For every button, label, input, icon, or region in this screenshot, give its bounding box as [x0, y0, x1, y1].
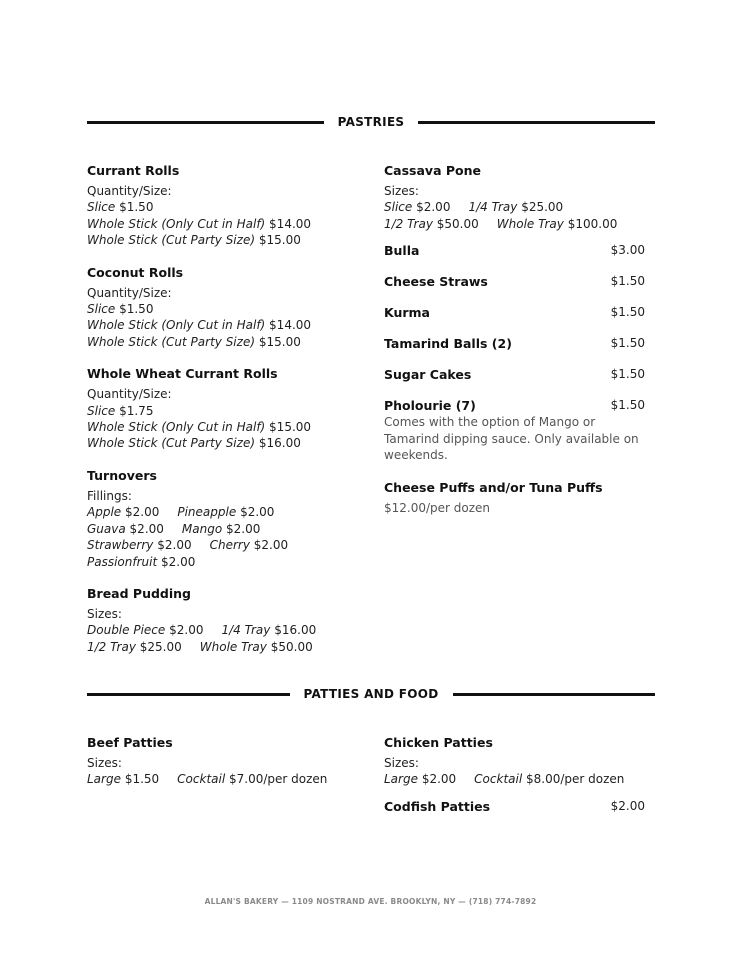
size-option — [87, 639, 182, 655]
size-price: $15.00 — [258, 334, 301, 349]
fillings-label: Fillings: — [87, 488, 132, 503]
size-name: Slice — [87, 200, 116, 215]
filling-name: Guava — [87, 521, 126, 536]
patties-left-column — [87, 734, 357, 803]
size-price: $16.00 — [274, 623, 317, 638]
size-name: Slice — [87, 403, 116, 418]
item-price: $1.50 — [610, 305, 645, 320]
item-title: Turnovers — [87, 467, 157, 483]
size-price: $7.00/per dozen — [229, 772, 328, 787]
size-option — [87, 435, 357, 451]
size-name: Large — [87, 772, 121, 787]
filling-name: Pineapple — [177, 505, 237, 520]
item-title: Cassava Pone — [384, 163, 481, 178]
pastries-right-column — [384, 162, 654, 532]
size-name: Whole Stick (Cut Party Size) — [87, 233, 256, 248]
filling-option — [87, 521, 164, 537]
size-price: $8.00/per dozen — [526, 772, 625, 787]
size-name: Whole Stick (Cut Party Size) — [87, 436, 256, 451]
fillings-row — [87, 521, 357, 537]
pastries-left-column — [87, 162, 357, 670]
size-price: $1.50 — [124, 772, 160, 787]
fillings-row — [87, 537, 357, 553]
item-price: $1.50 — [610, 274, 645, 289]
size-price: $14.00 — [269, 216, 312, 231]
size-option — [87, 317, 357, 333]
size-row — [384, 771, 654, 787]
filling-price: $2.00 — [161, 554, 196, 569]
menu-item-coconut-rolls — [87, 264, 357, 351]
item-title-row — [384, 242, 645, 259]
size-price: $16.00 — [258, 436, 301, 451]
size-name: Whole Stick (Cut Party Size) — [87, 334, 256, 349]
size-option — [200, 639, 313, 655]
size-row — [384, 199, 654, 215]
item-title: Tamarind Balls (2) — [384, 336, 512, 352]
item-price: $1.50 — [610, 367, 645, 382]
filling-option — [210, 537, 289, 553]
filling-option — [182, 521, 260, 537]
item-title-row — [384, 366, 645, 383]
size-option — [87, 216, 357, 232]
size-price: $1.75 — [119, 403, 154, 418]
item-title: Coconut Rolls — [87, 264, 184, 280]
item-title: Codfish Patties — [384, 798, 491, 814]
item-description: Comes with the option of Mango or Tamarind dipping sauce. Only available on weekends. — [384, 415, 639, 463]
item-title: Beef Patties — [87, 735, 173, 750]
menu-item-cassava-pone — [384, 162, 654, 232]
item-title-row — [384, 273, 645, 290]
divider-right — [453, 693, 656, 696]
item-title: Kurma — [384, 305, 430, 321]
size-option — [468, 199, 563, 215]
filling-name: Mango — [181, 521, 223, 536]
size-price: $15.00 — [258, 233, 301, 248]
size-name: Slice — [87, 302, 116, 317]
item-title-row — [384, 798, 645, 815]
filling-name: Passionfruit — [87, 554, 158, 569]
menu-item-tamarind-balls — [384, 335, 654, 352]
size-option — [87, 199, 357, 215]
size-option — [221, 622, 316, 638]
size-option — [474, 771, 624, 787]
item-title: Cheese Puffs and/or Tuna Puffs — [384, 480, 603, 496]
section-title: PATTIES AND FOOD — [303, 687, 439, 701]
menu-item-cheese-straws — [384, 273, 654, 290]
size-name: 1/4 Tray — [468, 200, 518, 215]
menu-item-codfish-patties — [384, 798, 654, 815]
size-name: Whole Stick (Only Cut in Half) — [87, 420, 266, 435]
size-name: 1/4 Tray — [221, 623, 271, 638]
size-label: Sizes: — [87, 756, 122, 770]
menu-item-kurma — [384, 304, 654, 321]
menu-item-beef-patties — [87, 734, 357, 788]
size-name: Whole Stick (Only Cut in Half) — [87, 216, 266, 231]
size-price: $2.00 — [421, 772, 457, 787]
menu-item-chicken-patties — [384, 734, 654, 788]
menu-item-pholourie — [384, 397, 654, 463]
size-option — [177, 771, 327, 787]
section-header-patties — [87, 684, 655, 704]
size-name: Large — [384, 772, 418, 787]
footer-contact: ALLAN'S BAKERY — 1109 NOSTRAND AVE. BROOKLYN, NY — (718) 774-7892 — [204, 897, 537, 906]
item-title: Currant Rolls — [87, 163, 180, 178]
size-option — [87, 403, 357, 419]
size-name: 1/2 Tray — [384, 216, 433, 231]
item-title: Whole Wheat Currant Rolls — [87, 366, 278, 382]
fillings-row — [87, 554, 357, 570]
size-option — [87, 301, 357, 317]
section-header-pastries — [87, 112, 655, 132]
size-option — [87, 771, 159, 787]
size-price: $2.00 — [169, 623, 204, 638]
menu-item-sugar-cakes — [384, 366, 654, 383]
filling-option — [87, 504, 159, 520]
filling-name: Cherry — [209, 538, 250, 553]
filling-name: Strawberry — [87, 538, 154, 553]
menu-item-bulla — [384, 242, 654, 259]
size-name: Cocktail — [474, 772, 523, 787]
size-price: $14.00 — [269, 318, 312, 333]
item-title-row — [384, 397, 645, 414]
divider-left — [87, 121, 324, 124]
size-option — [384, 199, 450, 215]
size-price: $100.00 — [567, 216, 618, 231]
size-label: Sizes: — [384, 756, 419, 770]
size-price: $25.00 — [521, 200, 564, 215]
size-price: $50.00 — [270, 639, 313, 654]
filling-option — [87, 537, 192, 553]
size-option — [384, 216, 479, 232]
size-option — [384, 771, 456, 787]
fillings-row — [87, 504, 357, 520]
filling-option — [87, 554, 195, 570]
item-title: Bulla — [384, 243, 420, 259]
size-name: Whole Stick (Only Cut in Half) — [87, 318, 266, 333]
size-price: $50.00 — [436, 216, 479, 231]
divider-right — [418, 121, 655, 124]
item-title: Bread Pudding — [87, 585, 191, 601]
size-label: Sizes: — [384, 184, 419, 198]
size-label: Quantity/Size: — [87, 184, 172, 198]
size-price: $25.00 — [139, 639, 182, 654]
item-title-row — [384, 335, 645, 352]
divider-left — [87, 693, 290, 696]
filling-price: $2.00 — [157, 538, 192, 553]
item-price: $2.00 — [610, 798, 645, 813]
section-title: PASTRIES — [337, 115, 405, 129]
item-price: $12.00/per dozen — [384, 501, 491, 516]
size-name: Slice — [384, 200, 413, 215]
menu-item-whole-wheat-currant-rolls — [87, 365, 357, 452]
menu-item-cheese-tuna-puffs — [384, 479, 654, 516]
size-label: Quantity/Size: — [87, 387, 172, 402]
size-price: $15.00 — [269, 420, 312, 435]
size-row — [87, 639, 357, 655]
size-option — [87, 622, 203, 638]
size-name: Whole Tray — [496, 216, 564, 231]
filling-price: $2.00 — [226, 521, 261, 536]
filling-option — [177, 504, 274, 520]
size-row — [384, 216, 654, 232]
size-price: $1.50 — [119, 302, 154, 317]
filling-price: $2.00 — [240, 505, 275, 520]
menu-item-turnovers — [87, 467, 357, 570]
size-label: Sizes: — [87, 606, 122, 621]
filling-price: $2.00 — [129, 521, 164, 536]
size-name: Whole Tray — [199, 639, 267, 654]
filling-price: $2.00 — [125, 505, 160, 520]
filling-name: Apple — [87, 505, 122, 520]
item-price: $3.00 — [610, 243, 645, 258]
size-price: $2.00 — [416, 200, 451, 215]
item-price: $1.50 — [610, 398, 645, 413]
size-name: Double Piece — [87, 623, 166, 638]
size-price: $1.50 — [119, 200, 154, 215]
item-title: Cheese Straws — [384, 274, 488, 290]
item-title-row — [384, 304, 645, 321]
size-name: 1/2 Tray — [87, 639, 136, 654]
item-price: $1.50 — [610, 336, 645, 351]
size-option — [87, 419, 357, 435]
menu-item-currant-rolls — [87, 162, 357, 249]
item-title: Chicken Patties — [384, 735, 493, 750]
size-name: Cocktail — [177, 772, 226, 787]
patties-right-column — [384, 734, 654, 830]
item-title: Pholourie (7) — [384, 398, 476, 414]
size-option — [87, 334, 357, 350]
size-option — [497, 216, 618, 232]
item-title: Sugar Cakes — [384, 367, 472, 383]
size-option — [87, 232, 357, 248]
size-row — [87, 771, 357, 787]
menu-item-bread-pudding — [87, 585, 357, 655]
filling-price: $2.00 — [253, 538, 289, 553]
size-label: Quantity/Size: — [87, 285, 172, 300]
size-row — [87, 622, 357, 638]
